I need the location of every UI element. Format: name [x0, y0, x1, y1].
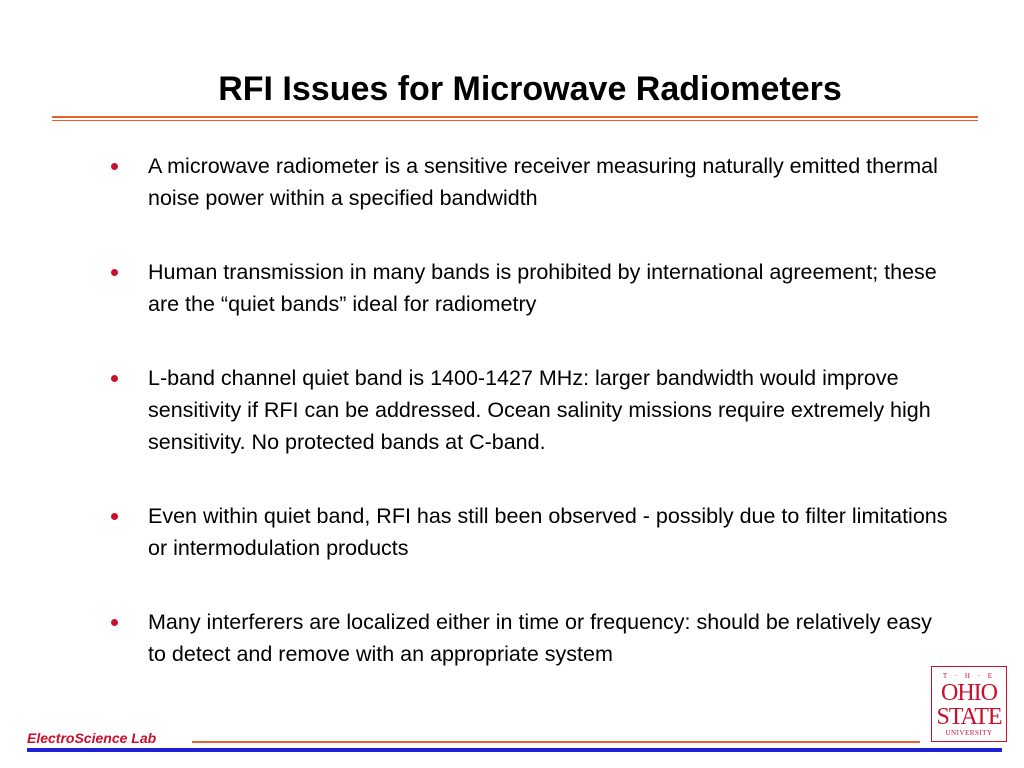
- bullet-icon: [111, 375, 118, 382]
- bullet-text: L-band channel quiet band is 1400-1427 MHz: larger bandwidth would improve sensitivity if RFI can be addressed. Ocean salinity missions require extremely high sensitivity. No protected bands at C-band.: [148, 366, 931, 454]
- logo-the-text: T · H · E: [942, 672, 996, 680]
- logo-state-text: STATE: [936, 704, 1002, 730]
- footer-divider-blue: [27, 748, 1002, 752]
- bullet-text: Human transmission in many bands is prohibited by international agreement; these are the “quiet bands” ideal for radiometry: [148, 260, 937, 316]
- logo-ohio-text: OHIO: [941, 680, 997, 706]
- bullet-item: [108, 500, 948, 564]
- slide-title: RFI Issues for Microwave Radiometers: [218, 70, 842, 108]
- bullet-list: [108, 150, 948, 712]
- logo-university-text: UNIVERSITY: [945, 729, 993, 737]
- bullet-item: [108, 362, 948, 458]
- footer-lab-name: ElectroScience Lab: [27, 730, 157, 746]
- bullet-text: Many interferers are localized either in time or frequency: should be relatively easy to detect and remove with an appropriate system: [148, 610, 932, 666]
- bullet-item: [108, 150, 948, 214]
- bullet-text: Even within quiet band, RFI has still been observed - possibly due to filter limitations or intermodulation products: [148, 504, 948, 560]
- bullet-icon: [111, 163, 118, 170]
- bullet-item: [108, 606, 948, 670]
- ohio-state-logo: [931, 666, 1007, 742]
- bullet-icon: [111, 269, 118, 276]
- bullet-icon: [111, 513, 118, 520]
- bullet-item: [108, 256, 948, 320]
- bullet-text: A microwave radiometer is a sensitive receiver measuring naturally emitted thermal noise power within a specified bandwidth: [148, 154, 938, 210]
- title-divider-thin: [52, 120, 978, 121]
- bullet-icon: [111, 619, 118, 626]
- title-divider: [52, 116, 978, 118]
- footer-divider-red: [192, 741, 920, 743]
